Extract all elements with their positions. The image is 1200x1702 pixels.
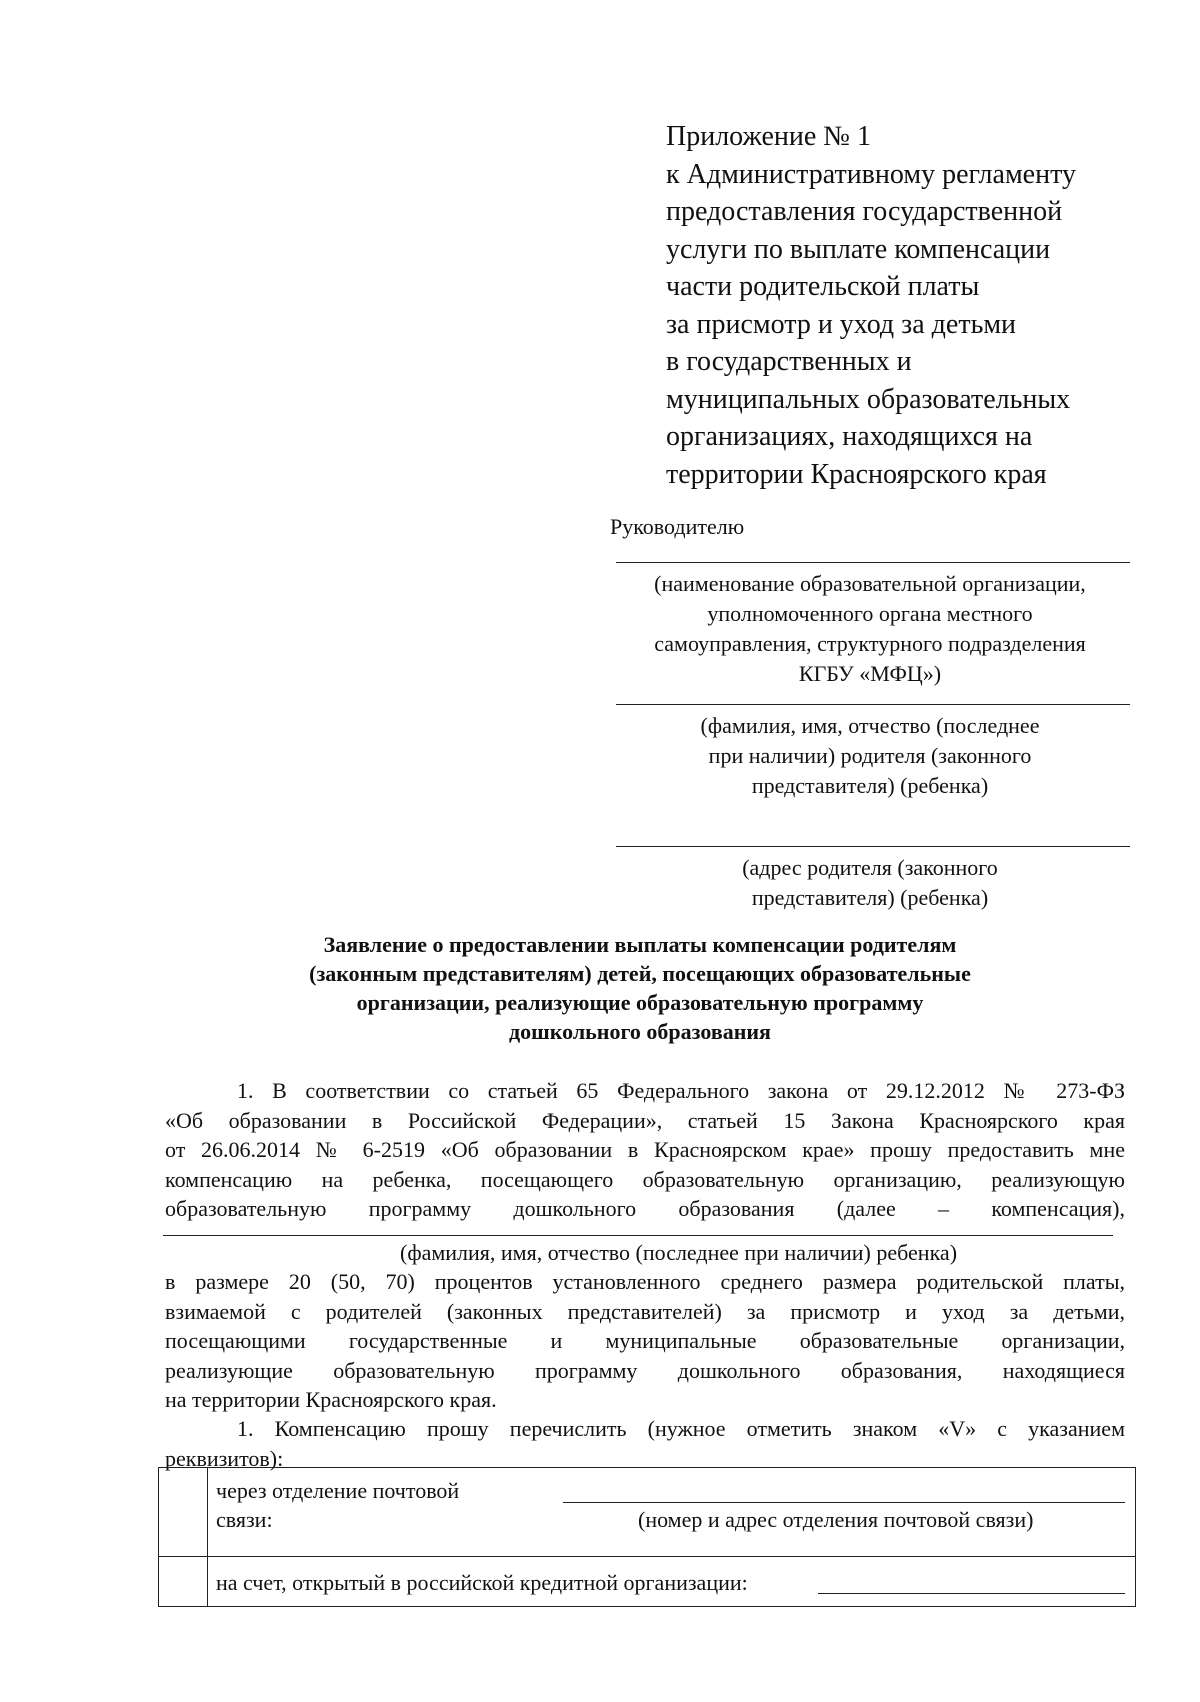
appendix-line: части родительской платы (666, 271, 980, 302)
appendix-line: услуги по выплате компенсации (666, 233, 1051, 265)
caption-line: (фамилия, имя, отчество (последнее (700, 713, 1040, 738)
option-row-post (159, 1468, 1136, 1557)
post-office-blank-line[interactable] (563, 1502, 1125, 1503)
caption-line: представителя) (ребенка) (751, 773, 989, 798)
paragraph-line: реализующие образовательную программу дошкольного образования, находящиеся (165, 1357, 1125, 1383)
parent-name-blank-line[interactable] (616, 704, 1130, 705)
bank-option-label: на счет, открытый в российской кредитной организации: (216, 1570, 748, 1595)
org-caption (610, 569, 1130, 689)
appendix-line: за присмотр и уход за детьми (666, 308, 1017, 340)
paragraph-line: 1. В соответствии со статьей 65 Федерального закона от 29.12.2012 № 273-ФЗ (237, 1078, 1125, 1103)
payment-options-table (158, 1467, 1136, 1607)
paragraph-line: на территории Красноярского края. (165, 1387, 497, 1412)
addressee-to: Руководителю (610, 514, 745, 539)
org-blank-line[interactable] (616, 562, 1130, 563)
org-field (610, 562, 1130, 689)
appendix-line: муниципальных образовательных (666, 383, 1071, 415)
address-field (610, 846, 1130, 913)
bank-account-blank-line[interactable] (818, 1593, 1125, 1594)
paragraph-line: в размере 20 (50, 70) процентов установленного среднего размера родительской платы, (165, 1269, 1125, 1294)
appendix-header (666, 118, 1136, 493)
caption-line: (адрес родителя (законного (742, 855, 998, 880)
caption-line: при наличии) родителя (законного (708, 743, 1032, 768)
title-line: Заявление о предоставлении выплаты компенсации родителям (323, 932, 957, 957)
paragraph-3 (165, 1414, 1125, 1473)
title-line: (законным представителям) детей, посещающих образовательные (309, 961, 971, 986)
appendix-line: Приложение № 1 (666, 121, 871, 152)
bank-option-cell (208, 1557, 1136, 1607)
caption-line: представителя) (ребенка) (751, 885, 989, 910)
caption-line: уполномоченного органа местного (707, 601, 1033, 626)
post-option-cell (208, 1468, 1136, 1557)
parent-name-caption (610, 711, 1130, 801)
child-name-caption: (фамилия, имя, отчество (последнее при наличии) ребенка) (400, 1240, 958, 1265)
paragraph-line: от 26.06.2014 № 6-2519 «Об образовании в Красноярском крае» прошу предоставить мне (165, 1137, 1125, 1162)
paragraph-line: реквизитов): (165, 1445, 284, 1471)
paragraph-line: взимаемой с родителей (законных представителей) за присмотр и уход за детьми, (165, 1298, 1125, 1324)
appendix-line: к Административному регламенту (666, 158, 1076, 190)
paragraph-line: посещающими государственные и муниципальные образовательные организации, (165, 1328, 1125, 1353)
post-label-line: через отделение почтовой (216, 1478, 460, 1503)
paragraph-2 (165, 1267, 1125, 1415)
appendix-line: в государственных и (666, 346, 912, 377)
parent-name-field (610, 704, 1130, 801)
address-blank-line[interactable] (616, 846, 1130, 847)
appendix-line: предоставления государственной (666, 196, 1063, 227)
paragraph-line: компенсацию на ребенка, посещающего образовательную организацию, реализующую (165, 1166, 1125, 1192)
appendix-line: организациях, находящихся на (666, 421, 1033, 452)
paragraph-line: «Об образовании в Российской Федерации», статьей 15 Закона Красноярского края (165, 1107, 1125, 1133)
caption-line: КГБУ «МФЦ») (798, 661, 942, 686)
child-name-blank-line[interactable] (163, 1235, 1113, 1236)
appendix-line: территории Красноярского края (666, 458, 1047, 490)
paragraph-1 (165, 1076, 1125, 1224)
option-row-bank (159, 1557, 1136, 1607)
address-caption (610, 853, 1130, 913)
paragraph-line: 1. Компенсацию прошу перечислить (нужное отметить знаком «V» с указанием (237, 1416, 1125, 1441)
post-label-line: связи: (216, 1507, 273, 1532)
post-office-caption: (номер и адрес отделения почтовой связи) (638, 1507, 1034, 1532)
bank-option-checkbox[interactable] (159, 1557, 208, 1607)
post-option-checkbox[interactable] (159, 1468, 208, 1557)
post-option-label (216, 1476, 459, 1534)
paragraph-line: образовательную программу дошкольного образования (далее – компенсация), (165, 1196, 1125, 1221)
caption-line: (наименование образовательной организации, (654, 571, 1086, 596)
title-line: организации, реализующие образовательную программу (356, 990, 924, 1015)
caption-line: самоуправления, структурного подразделения (654, 631, 1086, 656)
title-line: дошкольного образования (509, 1019, 771, 1044)
document-title (160, 930, 1120, 1046)
